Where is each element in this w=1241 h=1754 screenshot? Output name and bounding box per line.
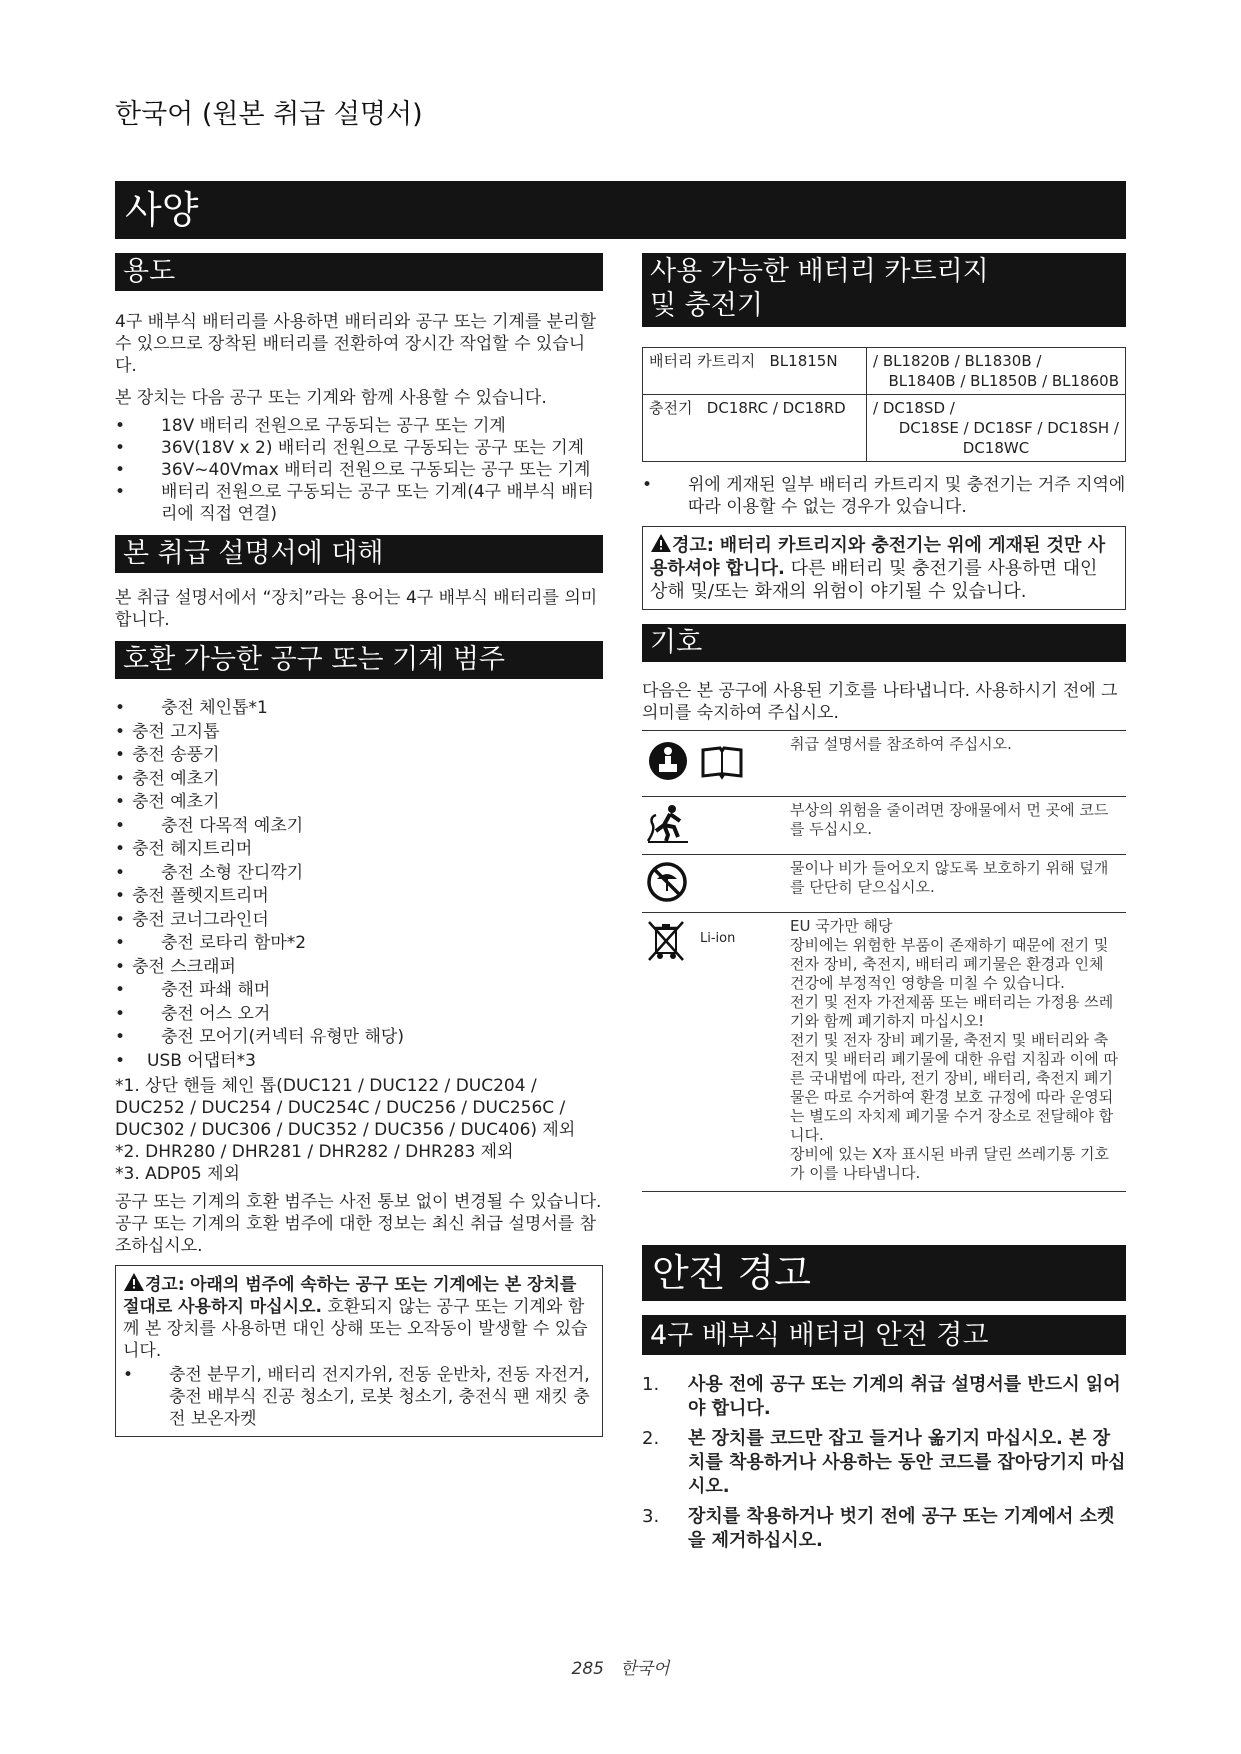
- list-item: • USB 어댑터*3: [115, 1050, 256, 1071]
- list-item: • 충전 헤지트리머: [115, 839, 253, 859]
- section-heading-about-manual: 본 취급 설명서에 대해: [115, 535, 603, 573]
- warning-bold-text: 배터리 카트리지와 충전기는 위에 게재된 것만 사용하셔야 합니다.: [650, 535, 1106, 579]
- usage-paragraph-1: 4구 배부식 배터리를 사용하면 배터리와 공구 또는 기계를 분리할 수 있으므로 장착된 배터리를 전환하여 장시간 작업할 수 있습니다.: [115, 312, 597, 376]
- battery-charger-table: [642, 347, 1126, 462]
- warning-box-incompatible: [115, 1265, 603, 1437]
- battery-models-a: BL1815N: [769, 352, 838, 370]
- list-item: • 충전 코너그라인더: [115, 909, 269, 930]
- charger-models-a: DC18RC / DC18RD: [706, 399, 846, 417]
- compatible-list: [115, 697, 603, 1073]
- table-row: [643, 395, 1126, 462]
- book-icon: [700, 745, 744, 781]
- battery-models-b: / BL1820B / BL1830B /: [873, 352, 1042, 370]
- list-item: • 충전 다목적 예초기: [115, 815, 304, 836]
- warning-bold-text: 아래의 범주에 속하는 공구 또는 기계에는 본 장치를 절대로 사용하지 마십시오.: [123, 1275, 577, 1317]
- list-item: • 충전 고지톱: [115, 721, 220, 742]
- list-item: • 36V(18V x 2) 배터리 전원으로 구동되는 공구 또는 기계: [115, 438, 585, 458]
- list-item: • 충전 파쇄 해머: [115, 980, 271, 1000]
- main-heading-specifications: 사양: [115, 181, 1126, 239]
- page-language-title: 한국어 (원본 취급 설명서): [115, 99, 423, 130]
- table-row: [642, 731, 1126, 797]
- list-item: • 충전 체인톱*1: [115, 698, 268, 718]
- section-heading-compatible: 호환 가능한 공구 또는 기계 범주: [115, 641, 603, 679]
- list-item: • 18V 배터리 전원으로 구동되는 공구 또는 기계: [115, 416, 506, 436]
- battery-note-list: [642, 474, 1126, 518]
- compatible-note-3: *3. ADP05 제외: [115, 1164, 240, 1184]
- list-item: • 충전 어스 오거: [115, 1003, 271, 1024]
- table-row: [642, 855, 1126, 913]
- section-heading-battery: 사용 가능한 배터리 카트리지 및 충전기: [642, 253, 1126, 327]
- list-item: • 배터리 전원으로 구동되는 공구 또는 기계(4구 배부식 배터리에 직접 연결): [115, 482, 594, 524]
- list-item: • 충전 스크래퍼: [115, 956, 236, 977]
- charger-models-d: DC18WC: [962, 439, 1030, 457]
- footer-language: 한국어: [620, 1659, 670, 1679]
- list-item: • 충전 폴헷지트리머: [115, 886, 269, 906]
- about-manual-paragraph: 본 취급 설명서에서 “장치”라는 용어는 4구 배부식 배터리를 의미합니다.: [115, 588, 598, 630]
- warning-normal-text: 다른 배터리 및 충전기를 사용하면 대인 상해 및/또는 화재의 위험이 야기될 수 있습니다.: [650, 558, 1098, 602]
- charger-models-c: DC18SE / DC18SF / DC18SH /: [898, 419, 1119, 437]
- read-manual-icon: [646, 737, 694, 781]
- symbols-table: [642, 730, 1126, 1192]
- left-column: [115, 253, 603, 1437]
- usage-list: [115, 415, 603, 525]
- usage-paragraph-2: 본 장치는 다음 공구 또는 기계와 함께 사용할 수 있습니다.: [115, 388, 547, 408]
- warning-normal-text: 호환되지 않는 공구 또는 기계와 함께 본 장치를 사용하면 대인 상해 또는 오작동이 발생할 수 있습니다.: [123, 1297, 588, 1361]
- list-item: • 36V~40Vmax 배터리 전원으로 구동되는 공구 또는 기계: [115, 460, 591, 480]
- warning-icon: [650, 533, 672, 553]
- right-column: [642, 253, 1126, 1559]
- table-row: [642, 797, 1126, 855]
- symbol-description: 취급 설명서를 참조하여 주십시오.: [790, 735, 1012, 753]
- list-item: 1. 사용 전에 공구 또는 기계의 취급 설명서를 반드시 읽어야 합니다.: [642, 1374, 1121, 1419]
- section-heading-symbols: 기호: [642, 624, 1126, 662]
- battery-row-label: 배터리 카트리지: [649, 352, 756, 370]
- list-item: • 충전 예초기: [115, 768, 220, 789]
- warning-box-battery: [642, 526, 1126, 610]
- symbol-title: EU 국가만 해당: [790, 917, 893, 935]
- trip-hazard-cord-icon: [646, 803, 690, 843]
- charger-models-b: / DC18SD /: [873, 399, 955, 417]
- safety-list: [642, 1373, 1126, 1553]
- symbol-description: 물이나 비가 들어오지 않도록 보호하기 위해 덮개를 단단히 닫으십시오.: [790, 859, 1109, 896]
- compatible-note-2: *2. DHR280 / DHR281 / DHR282 / DHR283 제외: [115, 1142, 514, 1162]
- section-heading-usage: 용도: [115, 253, 603, 291]
- list-item: • 충전 송풍기: [115, 745, 220, 765]
- list-item: • 충전 예초기: [115, 792, 220, 812]
- compatible-paragraph: 공구 또는 기계의 호환 범주는 사전 통보 없이 변경될 수 있습니다. 공구 또는 기계의 호환 범주에 대한 정보는 최신 취급 설명서를 참조하십시오.: [115, 1192, 602, 1256]
- list-item: • 충전 소형 잔디깍기: [115, 862, 304, 883]
- warning-label: 경고:: [672, 535, 714, 556]
- crossed-out-bin-icon: [646, 919, 686, 963]
- li-ion-label: Li-ion: [700, 931, 736, 946]
- list-item: 2. 본 장치를 코드만 잡고 들거나 옮기지 마십시오. 본 장치를 착용하거나 사용하는 동안 코드를 잡아당기지 마십시오.: [642, 1428, 1126, 1497]
- list-item: 3. 장치를 착용하거나 벗기 전에 공구 또는 기계에서 소켓을 제거하십시오.: [642, 1506, 1115, 1551]
- table-row: [643, 348, 1126, 395]
- warning-label: 경고:: [145, 1275, 185, 1295]
- symbol-description: 장비에는 위험한 부품이 존재하기 때문에 전기 및 전자 장비, 축전지, 배터리 폐기물은 환경과 인체 건강에 부정적인 영향을 미칠 수 있습니다. 전기 및 전자 가전제품 또는 배터리는 가정용 쓰레기와 함께 폐기하지 마십시오! 전기 및 전자 장비 폐기물, 축전지 및 배터리와 축전지 및 배터리 폐기물에 대한 유럽 지침과 이에 따른 국내법에 따라, 전기 장비, 배터리, 축전지 폐기물은 따로 수거하여 환경 보호 규정에 따라 운영되는 별도의 자치제 폐기물 수거 장소로 전달해야 합니다. 장비에 있는 X자 표시된 바퀴 달린 쓰레기통 기호가 이를 나타냅니다.: [790, 936, 1118, 1182]
- safety-subheading: 4구 배부식 배터리 안전 경고: [642, 1315, 1126, 1355]
- list-item: • 충전 모어기(커넥터 유형만 해당): [115, 1027, 404, 1047]
- page-footer: [0, 1654, 1241, 1679]
- battery-models-c: BL1840B / BL1850B / BL1860B: [888, 372, 1119, 390]
- symbol-description: 부상의 위험을 줄이려면 장애물에서 먼 곳에 코드를 두십시오.: [790, 801, 1109, 838]
- warning-icon: [123, 1272, 145, 1292]
- table-row: [642, 913, 1126, 1192]
- safety-heading: 안전 경고: [642, 1245, 1126, 1301]
- no-rain-icon: [646, 861, 688, 903]
- page-number: 285: [571, 1659, 604, 1679]
- symbols-paragraph: 다음은 본 공구에 사용된 기호를 나타냅니다. 사용하시기 전에 그 의미를 숙지하여 주십시오.: [642, 681, 1118, 723]
- list-item: • 위에 게재된 일부 배터리 카트리지 및 충전기는 거주 지역에 따라 이용할 수 없는 경우가 있습니다.: [642, 475, 1126, 517]
- list-item: • 충전 분무기, 배터리 전지가위, 전동 운반차, 전동 자전거, 충전 배부식 진공 청소기, 로봇 청소기, 충전식 팬 재킷 충전 보온자켓: [123, 1365, 590, 1429]
- charger-row-label: 충전기: [649, 399, 693, 417]
- list-item: • 충전 로타리 함마*2: [115, 933, 307, 953]
- compatible-note-1: *1. 상단 핸들 체인 톱(DUC121 / DUC122 / DUC204 / DUC252 / DUC254 / DUC254C / DUC256 / DUC256C / DUC302 / DUC306 / DUC352 / DUC356 / DUC406) 제외: [115, 1076, 576, 1140]
